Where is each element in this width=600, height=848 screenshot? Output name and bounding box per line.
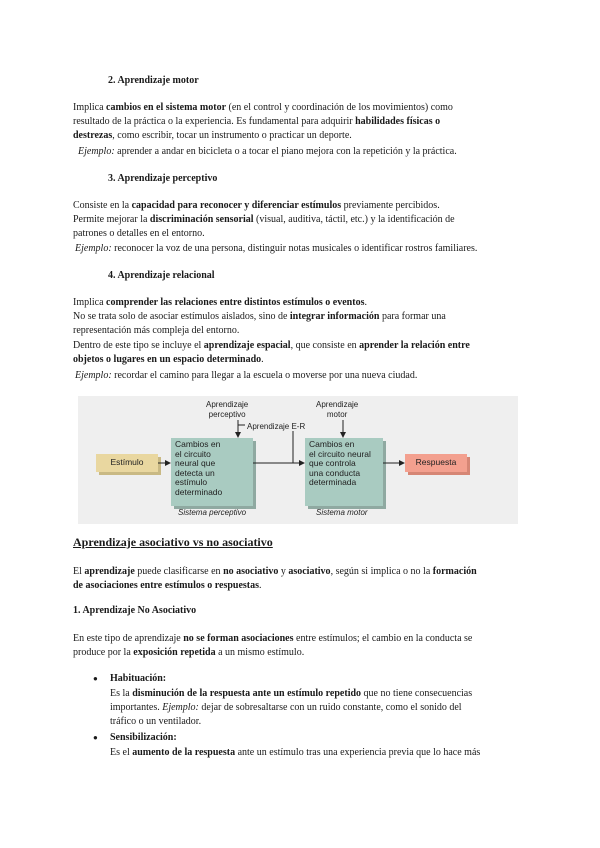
label-aprendizaje-perceptivo: Aprendizaje perceptivo xyxy=(206,400,249,419)
perceptivo-example: Ejemplo: reconocer la voz de una persona, distinguir notas musicales o identificar rostros familiares. xyxy=(75,243,478,254)
motor-line-3: destrezas, como escribir, tocar un instrumento o practicar un deporte. xyxy=(73,130,352,141)
motor-example: Ejemplo: aprender a andar en bicicleta o a tocar el piano mejora con la repetición y la práctica. xyxy=(78,146,457,157)
relacional-line-4: Dentro de este tipo se incluye el aprendizaje espacial, que consiste en aprender la relación entre xyxy=(73,340,470,351)
motor-line-1: Implica cambios en el sistema motor (en el control y coordinación de los movimientos) como xyxy=(73,102,453,113)
caption-sistema-motor: Sistema motor xyxy=(316,508,368,517)
motor-line-2: resultado de la práctica o la experiencia. Es fundamental para adquirir habilidades físicas o xyxy=(73,116,441,127)
relacional-line-5: objetos o lugares en un espacio determinado. xyxy=(73,354,264,365)
no-asociativo-line-2: produce por la exposición repetida a un mismo estímulo. xyxy=(73,647,305,658)
sensibilizacion-label: Sensibilización: xyxy=(110,732,177,743)
perceptivo-line-1: Consiste en la capacidad para reconocer y diferenciar estímulos previamente percibidos. xyxy=(73,200,440,211)
response-label: Respuesta xyxy=(415,457,457,467)
relacional-line-3: representación más compleja del entorno. xyxy=(73,325,240,336)
perceptivo-line-2: Permite mejorar la discriminación sensorial (visual, auditiva, táctil, etc.) y la identificación de xyxy=(73,214,455,225)
label-aprendizaje-er: Aprendizaje E-R xyxy=(247,422,306,431)
bullet-habituacion: ● xyxy=(93,674,98,683)
relacional-line-1: Implica comprender las relaciones entre distintos estímulos o eventos. xyxy=(73,297,367,308)
box1-label: Cambios en el circuito neural que detecta un estímulo determinado xyxy=(175,439,223,497)
relacional-line-2: No se trata solo de asociar estímulos aislados, sino de integrar información para formar una xyxy=(73,311,446,322)
heading-motor: 2. Aprendizaje motor xyxy=(108,75,199,86)
habituacion-line-1: Es la disminución de la respuesta ante un estímulo repetido que no tiene consecuencias xyxy=(110,688,473,699)
box2-label: Cambios en el circuito neural que controla una conducta determinada xyxy=(309,439,371,487)
asociativo-p2: de asociaciones entre estímulos o respuestas. xyxy=(73,580,262,591)
habituacion-label: Habituación: xyxy=(110,673,167,684)
heading-perceptivo: 3. Aprendizaje perceptivo xyxy=(108,173,218,184)
sensibilizacion-line-1: Es el aumento de la respuesta ante un estímulo tras una experiencia previa que lo hace más xyxy=(110,747,481,758)
label-aprendizaje-motor: Aprendizaje motor xyxy=(316,400,359,419)
habituacion-line-2: importantes. Ejemplo: dejar de sobresaltarse con un ruido constante, como el sonido del xyxy=(110,702,462,713)
heading-no-asociativo: 1. Aprendizaje No Asociativo xyxy=(73,605,197,616)
no-asociativo-line-1: En este tipo de aprendizaje no se forman asociaciones entre estímulos; el cambio en la conducta se xyxy=(73,633,473,644)
asociativo-p1: El aprendizaje puede clasificarse en no asociativo y asociativo, según si implica o no la formación xyxy=(73,566,477,577)
bullet-sensibilizacion: ● xyxy=(93,733,98,742)
stimulus-label: Estímulo xyxy=(110,457,144,467)
habituacion-line-3: tráfico o un ventilador. xyxy=(110,716,202,727)
relacional-example: Ejemplo: recordar el camino para llegar a la escuela o moverse por una nueva ciudad. xyxy=(75,370,418,381)
perceptivo-line-3: patrones o detalles en el entorno. xyxy=(73,228,205,239)
heading-relacional: 4. Aprendizaje relacional xyxy=(108,270,215,281)
caption-sistema-perceptivo: Sistema perceptivo xyxy=(178,508,247,517)
section-title-asociativo: Aprendizaje asociativo vs no asociativo xyxy=(73,535,273,549)
learning-diagram xyxy=(78,396,518,524)
